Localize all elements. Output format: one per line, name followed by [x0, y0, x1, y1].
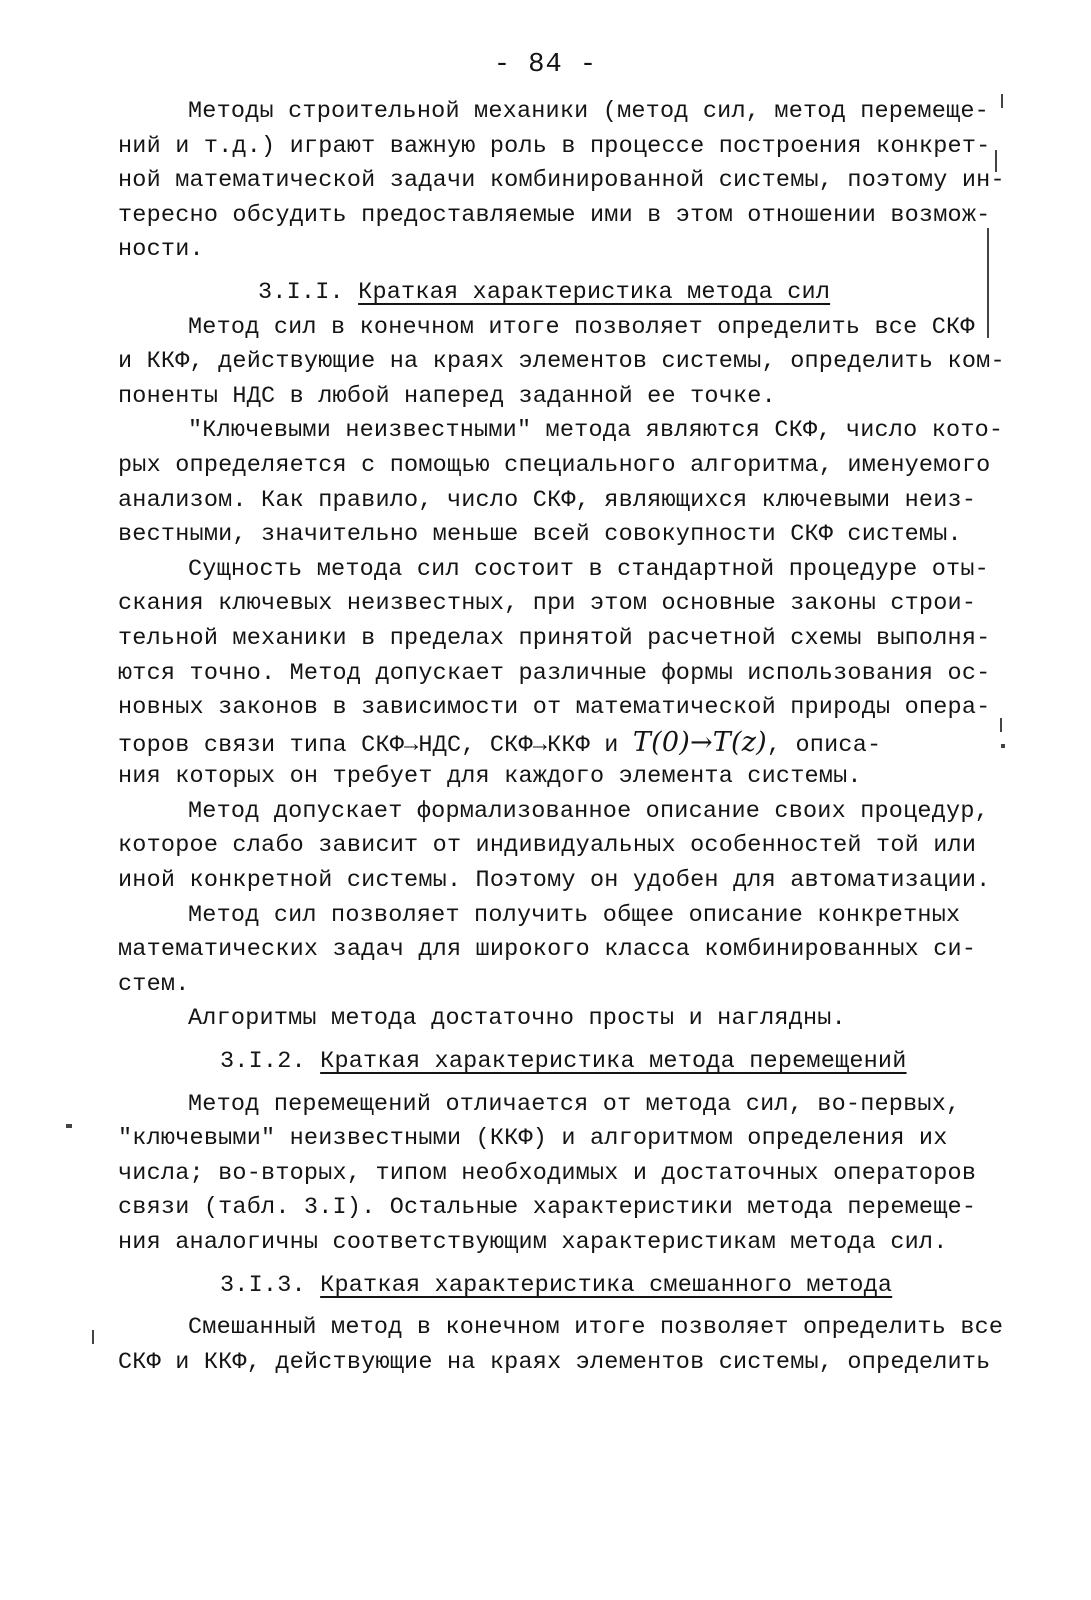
- text-line: тельной механики в пределах принятой расчетной схемы выполня-: [118, 624, 991, 652]
- text-line: Сущность метода сил состоит в стандартной процедуре оты-: [188, 555, 989, 583]
- margin-mark: [92, 1330, 94, 1344]
- text-line: анализом. Как правило, число СКФ, являющихся ключевыми неиз-: [118, 486, 977, 514]
- handwritten-formula: T(0)→T(z): [632, 726, 767, 758]
- paragraph: [118, 311, 1003, 415]
- text-line: СКФ и ККФ, действующие на краях элементов системы, определить: [118, 1348, 991, 1376]
- text-line: математических задач для широкого класса комбинированных си-: [118, 936, 977, 964]
- paragraph: [118, 795, 1003, 899]
- text-line: ной математической задачи комбинированной системы, поэтому ин-: [118, 167, 1005, 195]
- text-line: "ключевыми" неизвестными (ККФ) и алгоритмом определения их: [118, 1125, 948, 1153]
- paragraph: [118, 1002, 1003, 1037]
- text-line: ний и т.д.) играют важную роль в процессе построения конкрет-: [118, 132, 991, 160]
- text-line: Алгоритмы метода достаточно просты и наглядны.: [188, 1005, 846, 1033]
- body-text: [118, 95, 1003, 1380]
- paragraph: [118, 414, 1003, 552]
- section-heading: [118, 276, 1003, 311]
- text-line: Метод сил позволяет получить общее описание конкретных: [188, 901, 961, 929]
- section-number: 3.I.3.: [220, 1271, 306, 1299]
- section-title: Краткая характеристика метода сил: [358, 278, 831, 306]
- text-line: Смешанный метод в конечном итоге позволяет определить все: [188, 1314, 1004, 1342]
- text-line: связи (табл. 3.I). Остальные характеристики метода перемеще-: [118, 1194, 977, 1222]
- text-line: иной конкретной системы. Поэтому он удобен для автоматизации.: [118, 867, 991, 895]
- paragraph: [118, 1088, 1003, 1261]
- section-number: 3.I.I.: [258, 278, 344, 306]
- section-heading: [118, 1045, 1003, 1080]
- text-line-with-formula: [118, 726, 1003, 761]
- text-line: поненты НДС в любой наперед заданной ее точке.: [118, 382, 776, 410]
- paragraph: [118, 1311, 1003, 1380]
- section-heading: [118, 1269, 1003, 1304]
- text-line: ются точно. Метод допускает различные формы использования ос-: [118, 659, 991, 687]
- text-line: Метод сил в конечном итоге позволяет определить все СКФ: [188, 313, 975, 341]
- paragraph: [118, 899, 1003, 1003]
- text-line: и ККФ, действующие на краях элементов системы, определить ком-: [118, 348, 1005, 376]
- text-line: ния которых он требует для каждого элемента системы.: [118, 763, 862, 791]
- paragraph: [118, 553, 1003, 795]
- text-line: Метод допускает формализованное описание своих процедур,: [188, 797, 989, 825]
- text-line: тересно обсудить предоставляемые ими в этом отношении возмож-: [118, 201, 991, 229]
- section-title: Краткая характеристика метода перемещений: [320, 1048, 907, 1076]
- text-fragment: торов связи типа СКФ→НДС, СКФ→ККФ и: [118, 731, 633, 759]
- text-line: скания ключевых неизвестных, при этом основные законы строи-: [118, 590, 977, 618]
- margin-mark: [66, 1124, 72, 1128]
- section-number: 3.I.2.: [220, 1048, 306, 1076]
- intro-paragraph: [118, 95, 1003, 268]
- text-line: рых определяется с помощью специального алгоритма, именуемого: [118, 451, 991, 479]
- text-line: числа; во-вторых, типом необходимых и достаточных операторов: [118, 1159, 977, 1187]
- text-line: которое слабо зависит от индивидуальных особенностей той или: [118, 832, 977, 860]
- text-line: ния аналогичны соответствующим характеристикам метода сил.: [118, 1229, 948, 1256]
- text-line: Методы строительной механики (метод сил, метод перемеще-: [188, 98, 989, 125]
- text-line: "Ключевыми неизвестными" метода являются СКФ, число кото-: [188, 417, 1004, 445]
- page-number: - 84 -: [493, 50, 598, 80]
- text-line: вестными, значительно меньше всей совокупности СКФ системы.: [118, 521, 962, 549]
- section-title: Краткая характеристика смешанного метода: [320, 1271, 893, 1299]
- text-line: новных законов в зависимости от математической природы опера-: [118, 694, 991, 722]
- text-line: ности.: [118, 236, 204, 264]
- text-line: Метод перемещений отличается от метода сил, во-первых,: [188, 1090, 961, 1118]
- text-line: стем.: [118, 970, 190, 998]
- text-fragment: , описа-: [766, 731, 882, 759]
